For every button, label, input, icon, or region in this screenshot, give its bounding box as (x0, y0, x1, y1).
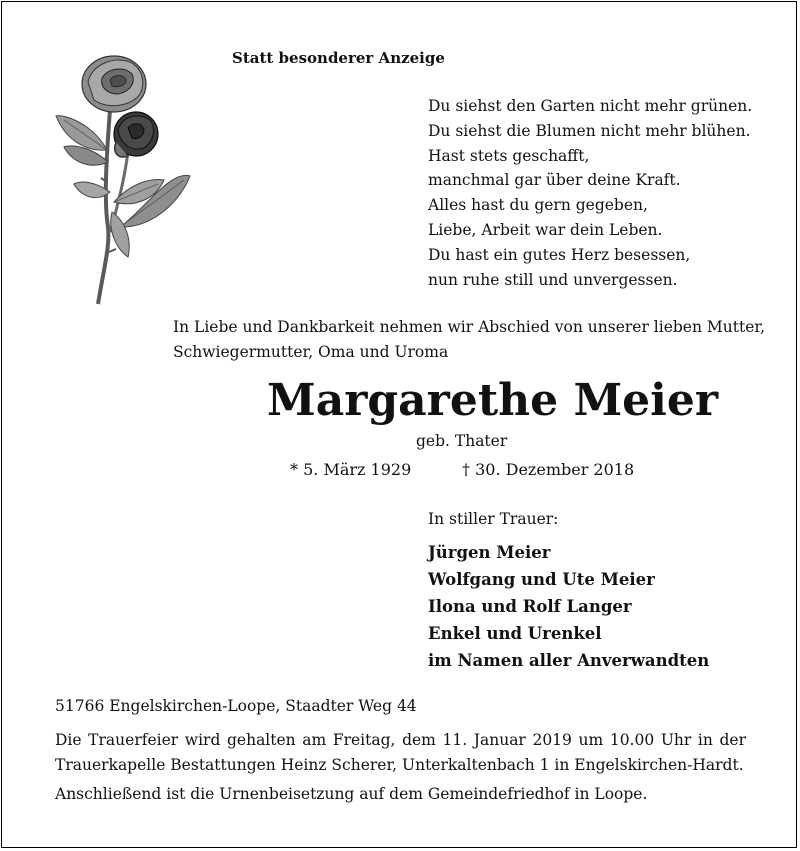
mourner-name: Ilona und Rolf Langer (428, 597, 632, 616)
birth-date: * 5. März 1929 (290, 460, 412, 479)
mourners-list (428, 539, 709, 674)
poem-line: Hast stets geschafft, (428, 146, 590, 165)
intro-line: Schwiegermutter, Oma und Uroma (173, 343, 449, 361)
service-line: Trauerkapelle Bestattungen Heinz Scherer, Unterkaltenbach 1 in Engelskirchen-Hardt. (55, 756, 744, 774)
intro-line: In Liebe und Dankbarkeit nehmen wir Abschied von unserer lieben Mutter, (173, 318, 765, 336)
mourning-label: In stiller Trauer: (428, 510, 559, 528)
poem-line: nun ruhe still und unvergessen. (428, 270, 678, 289)
mourner-name: Wolfgang und Ute Meier (428, 570, 655, 589)
poem-line: Du siehst die Blumen nicht mehr blühen. (428, 121, 751, 140)
announcement-header: Statt besonderer Anzeige (232, 49, 445, 67)
mourner-name: im Namen aller Anverwandten (428, 651, 710, 670)
rose-icon (52, 52, 194, 310)
poem-line: Alles hast du gern gegeben, (428, 196, 648, 215)
poem-line: Du siehst den Garten nicht mehr grünen. (428, 97, 753, 115)
address: 51766 Engelskirchen-Loope, Staadter Weg 44 (55, 697, 417, 715)
mourner-name: Jürgen Meier (428, 543, 551, 562)
service-info (55, 728, 746, 778)
deceased-name: Margarethe Meier (267, 375, 719, 426)
mourner-name: Enkel und Urenkel (428, 624, 602, 643)
urn-burial-info: Anschließend ist die Urnenbeisetzung auf dem Gemeindefriedhof in Loope. (55, 785, 648, 803)
poem-line: manchmal gar über deine Kraft. (428, 171, 681, 190)
death-date: † 30. Dezember 2018 (462, 460, 635, 479)
birth-name: geb. Thater (416, 432, 508, 450)
poem (428, 94, 752, 292)
farewell-intro (173, 315, 765, 365)
service-line: Die Trauerfeier wird gehalten am Freitag, dem 11. Januar 2019 um 10.00 Uhr in der (55, 731, 746, 749)
poem-line: Liebe, Arbeit war dein Leben. (428, 220, 663, 239)
poem-line: Du hast ein gutes Herz besessen, (428, 245, 691, 264)
